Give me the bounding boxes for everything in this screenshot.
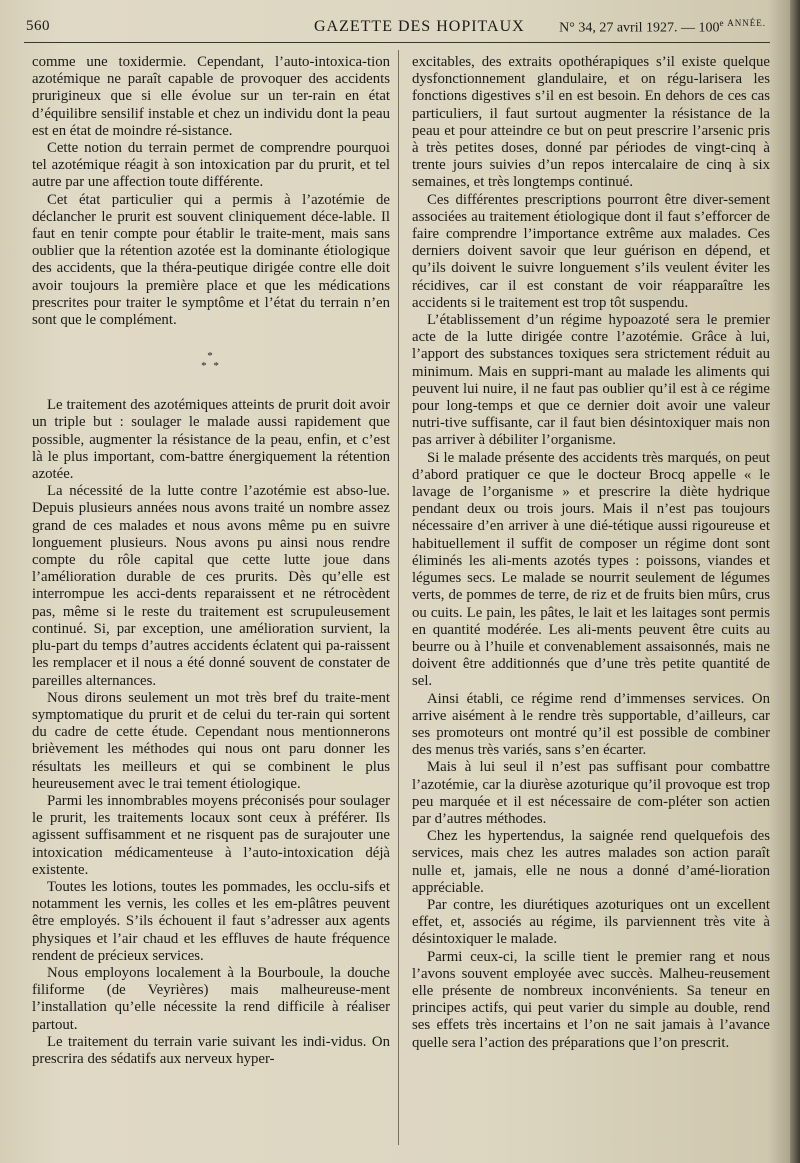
paragraph: Ces différentes prescriptions pourront être diver-sement associées au traitement étiologique dont il faut s’efforcer de faire comprendre l’importance extrême aux malades. Ces derniers doivent savoir que leur guérison en dépend, et qu’ils doivent le suivre longuement s’ils veulent éviter les récidives, car il est constant de voir réapparaître les accidents si le traitement est trop tôt suspendu. xyxy=(412,191,770,311)
binding-edge xyxy=(790,0,800,1163)
column-rule xyxy=(398,50,399,1145)
issue-info xyxy=(559,18,766,37)
year-suffix: e ANNÉE. xyxy=(719,18,766,28)
paragraph: excitables, des extraits opothérapiques s’il existe quelque dysfonctionnement glandulaire, et on régu-larisera les fonctions digestives s’il en est besoin. En dehors de ces cas particuliers, il faut surtout augmenter la résistance de la peau et pour atteindre ce but on peut prescrire l’arsenic pris à très petites doses, donné par périodes de vingt-cinq à trente jours suivies d’un repos intercalaire de cinq à six semaines, et très longtemps continué. xyxy=(412,54,770,191)
right-column xyxy=(412,54,770,1052)
paragraph: Nous dirons seulement un mot très bref du traite-ment symptomatique du prurit et de celui du ter-rain qui sortent du cadre de cette étude. Cependant nous mentionnerons brièvement les méthodes qui nous ont paru donner les résultats les meilleurs et qui se combinent le plus heureusement avec le trai tement étiologique. xyxy=(32,689,390,792)
paragraph: Par contre, les diurétiques azoturiques ont un excellent effet, et, associés au régime, ils parviennent très vite à désintoxiquer le malade. xyxy=(412,896,770,948)
paragraph: comme une toxidermie. Cependant, l’auto-intoxica-tion azotémique ne paraît capable de provoquer des accidents prurigineux que si elle évolue sur un ter-rain en état d’équilibre sensilif instable et chez un individu dont la peau est en état de moindre ré-sistance. xyxy=(32,54,390,139)
paragraph: Mais à lui seul il n’est pas suffisant pour combattre l’azotémie, car la diurèse azoturique qu’il provoque est trop peu marquée et il est nécessaire de com-pléter son actien par d’autres méthodes. xyxy=(412,759,770,827)
paragraph: La nécessité de la lutte contre l’azotémie est abso-lue. Depuis plusieurs années nous avons traité un nombre assez grand de ces malades et nous avons même pu en suivre longuement plusieurs. Nous avons pu ainsi nous rendre compte du rôle capital que cette lutte joue dans l’amélioration durable de ces prurits. Dès qu’elle est interrompue les acci-dents reparaissent et ne rétrocèdent pas, même si le reste du traitement est scrupuleusement continué. Si, par exception, une amélioration survient, la plu-part du temps d’autres accidents éclatent qui pa-raissent les remplacer et il nous a été donné souvent de constater de pareilles alternances. xyxy=(32,483,390,689)
paragraph: Parmi ceux-ci, la scille tient le premier rang et nous l’avons souvent employée avec succès. Malheu-reusement elle présente de nombreux inconvénients. Sa teneur en principes actifs, qui peut varier du simple au double, rend ses effets très incertains et l’on ne sait jamais à l’avance quelle sera l’action des préparations que l’on prescrit. xyxy=(412,948,770,1051)
issue-text: N° 34, 27 avril 1927. — 100 xyxy=(559,20,720,36)
paragraph: Nous employons localement à la Bourboule, la douche filiforme (de Veyrières) mais malheureuse-ment l’installation qu’elle nécessite la rend difficile à réaliser partout. xyxy=(32,964,390,1033)
journal-title: GAZETTE DES HOPITAUX xyxy=(314,18,525,35)
paragraph: Cette notion du terrain permet de comprendre pourquoi tel azotémique réagit à son intoxication par du prurit, et tel autre par une affection toute différente. xyxy=(32,140,390,191)
page-number: 560 xyxy=(26,18,50,34)
paragraph: Le traitement des azotémiques atteints de prurit doit avoir un triple but : soulager le malade aussi rapidement que possible, augmenter la résistance de la peau, enfin, et c’est là le plus important, com-battre énergiquement la rétention azotée. xyxy=(32,397,390,483)
running-header xyxy=(24,12,770,43)
paragraph: Toutes les lotions, toutes les pommades, les occlu-sifs et notamment les vernis, les colles et les em-plâtres peuvent être employés. S’ils échouent il faut s’adresser aux agents physiques et l’air chaud et les effluves de haute fréquence rendent de précieux services. xyxy=(32,878,390,964)
paragraph: Chez les hypertendus, la saignée rend quelquefois des services, mais chez les autres malades son action paraît nulle et, jamais, elle ne nous a donné d’amé-lioration appréciable. xyxy=(412,828,770,896)
left-column xyxy=(32,54,390,1068)
separator-asterisks: * * * xyxy=(201,350,221,373)
paragraph: Parmi les innombrables moyens préconisés pour soulager le prurit, les traitements locaux sont ceux à préférer. Ils agissent suffisamment et ne risquent pas de surajouter une intoxication médicamenteuse à l’auto-intoxication déjà existente. xyxy=(32,792,390,878)
paragraph: Le traitement du terrain varie suivant les indi-vidus. On prescrira des sédatifs aux nerveux hyper- xyxy=(32,1033,390,1067)
paragraph: Cet état particulier qui a permis à l’azotémie de déclancher le prurit est souvent cliniquement déce-lable. Il faut en tenir compte pour établir le traite-ment, mais sans oublier que la rétention azotée est la dominante étiologique des accidents, que la théra-peutique dirigée contre elle doit avoir toujours la première place et que les médications prescrites pour traiter le symptôme et l’état du terrain n’en sont que le complément. xyxy=(32,191,390,329)
paragraph: L’établissement d’un régime hypoazoté sera le premier acte de la lutte dirigée contre l’azotémie. Grâce à lui, l’apport des substances toxiques sera strictement réduit au minimum. Mais en suppri-mant au malade les aliments qui peuvent lui nuire, il ne faut pas oublier qu’il est à ce régime pour long-temps et que ce dernier doit avoir une valeur nutri-tive suffisante, car il faut bien désintoxiquer mais non pas arriver à débiliter l’organisme. xyxy=(412,312,770,449)
paragraph: Si le malade présente des accidents très marqués, on peut d’abord pratiquer ce que le docteur Brocq appelle « le lavage de l’organisme » et prescrire la diète hydrique pendant deux ou trois jours. Mais il n’est pas toujours nécessaire d’en arriver à une dié-tétique aussi rigoureuse et habituellement il suffit de composer un régime dont sont éliminés les ali-ments azotés types : poissons, viandes et légumes secs. Le malade se nourrit seulement de légumes verts, de pommes de terre, de riz et de fruits bien mûrs, crus ou cuits. Le pain, les pâtes, le lait et les laitages sont permis en quantité modérée. Les ali-ments peuvent être cuits au beurre ou à l’huile et convenablement assaisonnés, mais ne doivent être additionnés que d’une très petite quantité de sel. xyxy=(412,449,770,690)
section-separator xyxy=(32,351,390,371)
paragraph: Ainsi établi, ce régime rend d’immenses services. On arrive aisément à le rendre très supportable, d’ailleurs, car ses promoteurs ont montré qu’il est possible de combiner des menus très variés, sans s’en écarter. xyxy=(412,690,770,759)
